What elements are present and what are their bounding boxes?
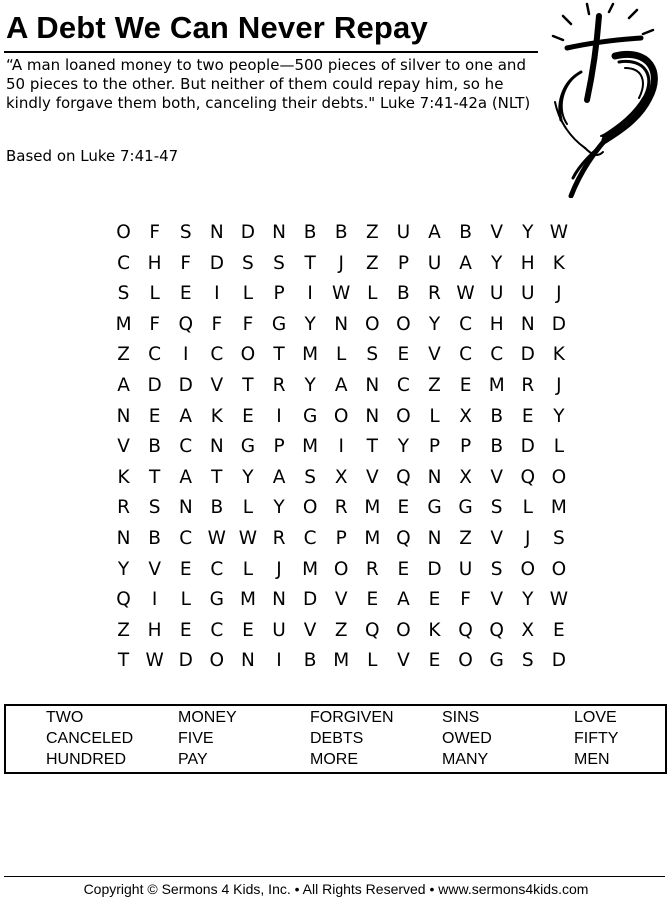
grid-letter[interactable]: E (521, 405, 534, 427)
word-bank-word: DEBTS (310, 730, 364, 747)
grid-letter[interactable]: F (180, 252, 192, 274)
grid-letter[interactable]: L (149, 283, 160, 305)
grid-letter[interactable]: O (365, 313, 380, 335)
grid-letter[interactable]: L (336, 344, 347, 366)
grid-letter[interactable]: A (179, 466, 193, 488)
grid-row (108, 405, 574, 439)
grid-letter[interactable]: T (117, 650, 130, 672)
grid-letter[interactable]: E (397, 558, 410, 580)
grid-letter[interactable]: W (456, 283, 475, 305)
grid-letter[interactable]: V (210, 374, 224, 396)
grid-letter[interactable]: A (334, 374, 348, 396)
grid-letter[interactable]: Y (117, 558, 130, 580)
grid-letter[interactable]: N (272, 589, 286, 611)
grid-letter[interactable]: Z (365, 252, 379, 274)
grid-letter[interactable]: O (551, 558, 567, 580)
grid-letter[interactable]: N (427, 466, 442, 488)
grid-letter[interactable]: L (242, 283, 254, 305)
grid-letter[interactable]: Z (365, 222, 379, 243)
grid-letter[interactable]: S (273, 252, 285, 274)
grid-letter[interactable]: D (178, 374, 193, 396)
grid-letter[interactable]: S (490, 558, 503, 580)
grid-letter[interactable]: N (334, 313, 349, 335)
grid-letter[interactable]: E (428, 589, 441, 611)
grid-letter[interactable]: C (117, 252, 130, 274)
grid-letter[interactable]: Y (522, 589, 534, 611)
grid-letter[interactable]: T (242, 374, 254, 396)
grid-letter[interactable]: C (148, 344, 162, 366)
grid-letter[interactable]: K (552, 252, 565, 274)
grid-letter[interactable]: S (179, 222, 192, 243)
grid-letter[interactable]: C (179, 436, 193, 458)
grid-letter[interactable]: P (273, 436, 285, 458)
grid-letter[interactable]: K (552, 344, 565, 366)
grid-letter[interactable]: U (427, 252, 442, 274)
grid-letter[interactable]: S (366, 344, 379, 366)
grid-letter[interactable]: T (366, 436, 378, 458)
grid-letter[interactable]: F (149, 222, 160, 243)
grid-letter[interactable]: S (552, 527, 565, 549)
grid-letter[interactable]: H (147, 252, 162, 274)
grid-letter[interactable]: Z (334, 619, 348, 641)
word-search-grid (108, 224, 574, 683)
grid-letter[interactable]: D (551, 313, 566, 335)
grid-letter[interactable]: H (489, 313, 504, 335)
grid-letter[interactable]: Q (396, 466, 411, 488)
grid-letter[interactable]: O (240, 344, 256, 366)
grid-letter[interactable]: J (338, 252, 344, 274)
grid-row (108, 619, 574, 653)
grid-letter[interactable]: F (149, 313, 160, 335)
word-bank-word: SINS (442, 709, 480, 726)
grid-letter[interactable]: J (276, 558, 282, 580)
grid-letter[interactable]: S (521, 650, 534, 672)
grid-letter[interactable]: O (302, 497, 318, 519)
grid-letter[interactable]: N (209, 222, 224, 243)
grid-letter[interactable]: O (116, 222, 131, 243)
grid-letter[interactable]: Q (178, 313, 194, 335)
grid-letter[interactable]: D (520, 344, 535, 366)
grid-letter[interactable]: B (334, 222, 348, 243)
grid-letter[interactable]: L (242, 558, 254, 580)
grid-letter[interactable]: H (147, 619, 162, 641)
grid-letter[interactable]: L (367, 283, 378, 305)
grid-letter[interactable]: O (209, 650, 225, 672)
grid-letter[interactable]: A (459, 252, 472, 274)
grid-letter[interactable]: K (117, 466, 130, 488)
grid-letter[interactable]: P (460, 436, 472, 458)
grid-letter[interactable]: B (459, 222, 472, 243)
grid-letter[interactable]: C (210, 344, 224, 366)
grid-letter[interactable]: E (397, 497, 410, 519)
grid-letter[interactable]: U (489, 283, 504, 305)
grid-letter[interactable]: K (428, 619, 441, 641)
grid-letter[interactable]: I (338, 436, 344, 458)
grid-row (108, 466, 574, 500)
grid-letter[interactable]: F (460, 589, 471, 611)
grid-letter[interactable]: I (214, 283, 220, 305)
grid-letter[interactable]: W (332, 283, 351, 305)
grid-row (108, 346, 574, 377)
grid-letter[interactable]: W (207, 527, 226, 549)
grid-letter[interactable]: B (490, 436, 504, 458)
word-bank-word: MONEY (178, 709, 237, 726)
grid-letter[interactable]: G (209, 589, 224, 611)
footer-copyright: Copyright © Sermons 4 Kids, Inc. • All Rights Reserved • www.sermons4kids.com (83, 881, 589, 897)
grid-letter[interactable]: Y (397, 436, 410, 458)
grid-letter[interactable]: J (556, 283, 562, 305)
grid-letter[interactable]: O (396, 313, 411, 335)
grid-letter[interactable]: O (396, 405, 411, 427)
grid-letter[interactable]: D (178, 650, 193, 672)
grid-letter[interactable]: M (550, 497, 567, 519)
grid-letter[interactable]: M (302, 344, 319, 366)
word-bank-word: MEN (574, 751, 610, 768)
grid-letter[interactable]: U (458, 558, 473, 580)
grid-letter[interactable]: M (333, 650, 350, 672)
grid-letter[interactable]: N (116, 405, 131, 427)
grid-letter[interactable]: Z (117, 344, 130, 366)
grid-letter[interactable]: V (117, 436, 130, 458)
grid-letter[interactable]: R (365, 558, 379, 580)
grid-letter[interactable]: D (520, 436, 535, 458)
grid-letter[interactable]: Y (273, 497, 285, 519)
grid-letter[interactable]: J (556, 374, 562, 396)
grid-letter[interactable]: S (148, 497, 161, 519)
grid-letter[interactable]: V (490, 222, 503, 243)
grid-letter[interactable]: B (397, 283, 410, 305)
grid-letter[interactable]: M (302, 436, 319, 458)
grid-letter[interactable]: Z (117, 619, 130, 641)
scripture-quote: “A man loaned money to two people—500 pieces of silver to one and 50 pieces to the other. But neither of them could repay him, so he kindly forgave them both, canceling their debts." Luke 7:41-42a (NLT) (6, 56, 531, 112)
grid-letter[interactable]: V (428, 344, 441, 366)
grid-row (108, 252, 574, 286)
grid-letter[interactable]: B (148, 527, 161, 549)
grid-letter[interactable]: N (178, 497, 193, 519)
grid-letter[interactable]: E (242, 405, 254, 427)
grid-letter[interactable]: W (145, 650, 164, 672)
grid-letter[interactable]: L (180, 589, 191, 611)
grid-letter[interactable]: B (148, 436, 161, 458)
grid-letter[interactable]: T (211, 466, 223, 488)
grid-letter[interactable]: D (551, 650, 566, 672)
grid-letter[interactable]: V (365, 466, 379, 488)
grid-letter[interactable]: P (397, 252, 409, 274)
word-bank-word: MANY (442, 751, 489, 768)
grid-letter[interactable]: Y (304, 313, 316, 335)
grid-letter[interactable]: E (459, 374, 472, 396)
grid-letter[interactable]: F (211, 313, 223, 335)
grid-letter[interactable]: N (427, 527, 442, 549)
grid-letter[interactable]: Q (458, 619, 473, 641)
grid-letter[interactable]: O (520, 558, 536, 580)
grid-letter[interactable]: W (549, 222, 568, 243)
grid-letter[interactable]: I (307, 283, 313, 305)
grid-letter[interactable]: M (364, 497, 381, 519)
grid-row (108, 224, 574, 255)
grid-row (108, 527, 574, 561)
grid-row (108, 438, 574, 469)
grid-letter[interactable]: M (115, 313, 132, 335)
footer-divider (4, 876, 665, 877)
grid-letter[interactable]: N (365, 405, 380, 427)
grid-letter[interactable]: C (210, 558, 224, 580)
grid-letter[interactable]: E (242, 619, 254, 641)
grid-letter[interactable]: S (304, 466, 316, 488)
grid-letter[interactable]: R (521, 374, 535, 396)
grid-letter[interactable]: B (303, 222, 317, 243)
grid-letter[interactable]: J (525, 527, 531, 549)
grid-letter[interactable]: M (239, 589, 256, 611)
grid-letter[interactable]: I (151, 589, 158, 611)
scripture-reference: Based on Luke 7:41-47 (6, 147, 179, 165)
grid-row (108, 652, 574, 683)
grid-letter[interactable]: N (209, 436, 224, 458)
grid-letter[interactable]: C (490, 344, 504, 366)
grid-letter[interactable]: X (334, 466, 348, 488)
grid-letter[interactable]: C (459, 344, 473, 366)
grid-letter[interactable]: M (302, 558, 319, 580)
grid-letter[interactable]: D (302, 589, 318, 611)
grid-letter[interactable]: V (490, 466, 503, 488)
grid-letter[interactable]: X (459, 405, 472, 427)
word-bank-word: PAY (178, 751, 208, 768)
grid-letter[interactable]: I (276, 405, 282, 427)
grid-letter[interactable]: P (428, 436, 441, 458)
grid-letter[interactable]: V (490, 527, 503, 549)
grid-letter[interactable]: O (551, 466, 567, 488)
word-bank-word: OWED (442, 730, 492, 747)
grid-letter[interactable]: T (273, 344, 285, 366)
grid-letter[interactable]: L (367, 650, 378, 672)
grid-letter[interactable]: A (272, 466, 286, 488)
grid-letter[interactable]: K (210, 405, 223, 427)
grid-letter[interactable]: G (271, 313, 287, 335)
grid-letter[interactable]: I (183, 344, 189, 366)
word-bank-word: FIFTY (574, 730, 619, 747)
word-bank-word: FIVE (178, 730, 214, 747)
grid-letter[interactable]: Z (428, 374, 441, 396)
grid-letter[interactable]: W (549, 589, 568, 611)
grid-letter[interactable]: V (303, 619, 317, 641)
grid-letter[interactable]: B (490, 405, 504, 427)
grid-letter[interactable]: E (179, 619, 192, 641)
grid-letter[interactable]: Z (459, 527, 472, 549)
grid-letter[interactable]: T (304, 252, 316, 274)
grid-letter[interactable]: O (396, 619, 411, 641)
grid-letter[interactable]: Q (365, 619, 380, 641)
grid-letter[interactable]: V (397, 650, 410, 672)
grid-letter[interactable]: L (242, 497, 254, 519)
grid-letter[interactable]: A (428, 222, 441, 243)
grid-letter[interactable]: D (209, 252, 224, 274)
grid-letter[interactable]: V (148, 558, 161, 580)
grid-letter[interactable]: X (521, 619, 535, 641)
grid-letter[interactable]: Q (489, 619, 504, 641)
grid-letter[interactable]: R (334, 497, 348, 519)
grid-letter[interactable]: E (179, 558, 192, 580)
grid-letter[interactable]: R (117, 497, 130, 519)
grid-letter[interactable]: D (240, 222, 256, 243)
grid-letter[interactable]: S (117, 283, 130, 305)
grid-letter[interactable]: E (148, 405, 161, 427)
grid-letter[interactable]: U (396, 222, 411, 243)
grid-letter[interactable]: U (272, 619, 286, 641)
grid-letter[interactable]: S (490, 497, 503, 519)
grid-letter[interactable]: R (428, 283, 441, 305)
grid-letter[interactable]: U (520, 283, 535, 305)
grid-letter[interactable]: A (397, 589, 410, 611)
grid-letter[interactable]: V (490, 589, 503, 611)
grid-letter[interactable]: Q (116, 589, 131, 611)
word-bank-word: HUNDRED (46, 751, 126, 768)
grid-letter[interactable]: R (272, 527, 286, 549)
grid-letter[interactable]: P (273, 283, 285, 305)
grid-letter[interactable]: N (241, 650, 255, 672)
grid-letter[interactable]: R (272, 374, 286, 396)
grid-letter[interactable]: C (210, 619, 224, 641)
grid-letter[interactable]: M (488, 374, 505, 396)
grid-letter[interactable]: G (302, 405, 318, 427)
grid-letter[interactable]: M (364, 527, 381, 549)
grid-letter[interactable]: C (179, 527, 193, 549)
grid-letter[interactable]: B (210, 497, 224, 519)
grid-letter[interactable]: C (459, 313, 473, 335)
word-bank-word: MORE (310, 751, 358, 768)
grid-letter[interactable]: F (242, 313, 254, 335)
grid-letter[interactable]: V (334, 589, 348, 611)
grid-letter[interactable]: L (522, 497, 533, 519)
grid-letter[interactable]: O (458, 650, 473, 672)
grid-letter[interactable]: C (396, 374, 410, 396)
grid-row (108, 374, 574, 408)
word-bank-word: TWO (46, 709, 84, 726)
grid-letter[interactable]: E (366, 589, 379, 611)
grid-letter[interactable]: H (520, 252, 535, 274)
grid-row (108, 285, 574, 316)
grid-letter[interactable]: D (427, 558, 442, 580)
grid-letter[interactable]: S (242, 252, 254, 274)
grid-letter[interactable]: X (459, 466, 472, 488)
grid-letter[interactable]: B (303, 650, 317, 672)
grid-letter[interactable]: G (458, 497, 473, 519)
grid-letter[interactable]: Y (491, 252, 503, 274)
grid-letter[interactable]: Y (428, 313, 441, 335)
grid-letter[interactable]: Y (522, 222, 534, 243)
grid-letter[interactable]: P (335, 527, 347, 549)
grid-letter[interactable]: D (147, 374, 162, 396)
grid-letter[interactable]: L (553, 436, 565, 458)
grid-letter[interactable]: Y (553, 405, 565, 427)
grid-row (108, 591, 574, 622)
grid-letter[interactable]: L (429, 405, 440, 427)
heart-cross-icon (545, 2, 669, 202)
grid-letter[interactable]: A (117, 374, 130, 396)
grid-row (108, 499, 574, 530)
grid-letter[interactable]: I (276, 650, 282, 672)
grid-letter[interactable]: Y (242, 466, 254, 488)
grid-letter[interactable]: G (489, 650, 504, 672)
word-bank-word: LOVE (574, 709, 617, 726)
grid-letter[interactable]: E (428, 650, 441, 672)
grid-letter[interactable]: E (179, 283, 192, 305)
grid-letter[interactable]: N (365, 374, 380, 396)
grid-row (108, 558, 574, 592)
grid-letter[interactable]: Q (396, 527, 411, 549)
grid-letter[interactable]: E (553, 619, 565, 641)
grid-letter[interactable]: Q (520, 466, 536, 488)
word-bank-word: CANCELED (46, 730, 134, 747)
grid-letter[interactable]: C (303, 527, 317, 549)
grid-letter[interactable]: E (397, 344, 410, 366)
grid-letter[interactable]: Y (304, 374, 316, 396)
word-bank (4, 704, 667, 774)
page-title: A Debt We Can Never Repay (6, 10, 428, 45)
grid-letter[interactable]: N (520, 313, 535, 335)
grid-row (108, 313, 574, 347)
word-bank-word: FORGIVEN (310, 709, 394, 726)
grid-letter[interactable]: O (333, 558, 349, 580)
title-divider (4, 51, 538, 53)
grid-letter[interactable]: G (240, 436, 256, 458)
grid-letter[interactable]: A (179, 405, 193, 427)
grid-letter[interactable]: T (148, 466, 161, 488)
grid-letter[interactable]: N (116, 527, 131, 549)
grid-letter[interactable]: N (272, 222, 286, 243)
grid-letter[interactable]: G (427, 497, 442, 519)
grid-letter[interactable]: W (238, 527, 258, 549)
grid-letter[interactable]: O (333, 405, 349, 427)
